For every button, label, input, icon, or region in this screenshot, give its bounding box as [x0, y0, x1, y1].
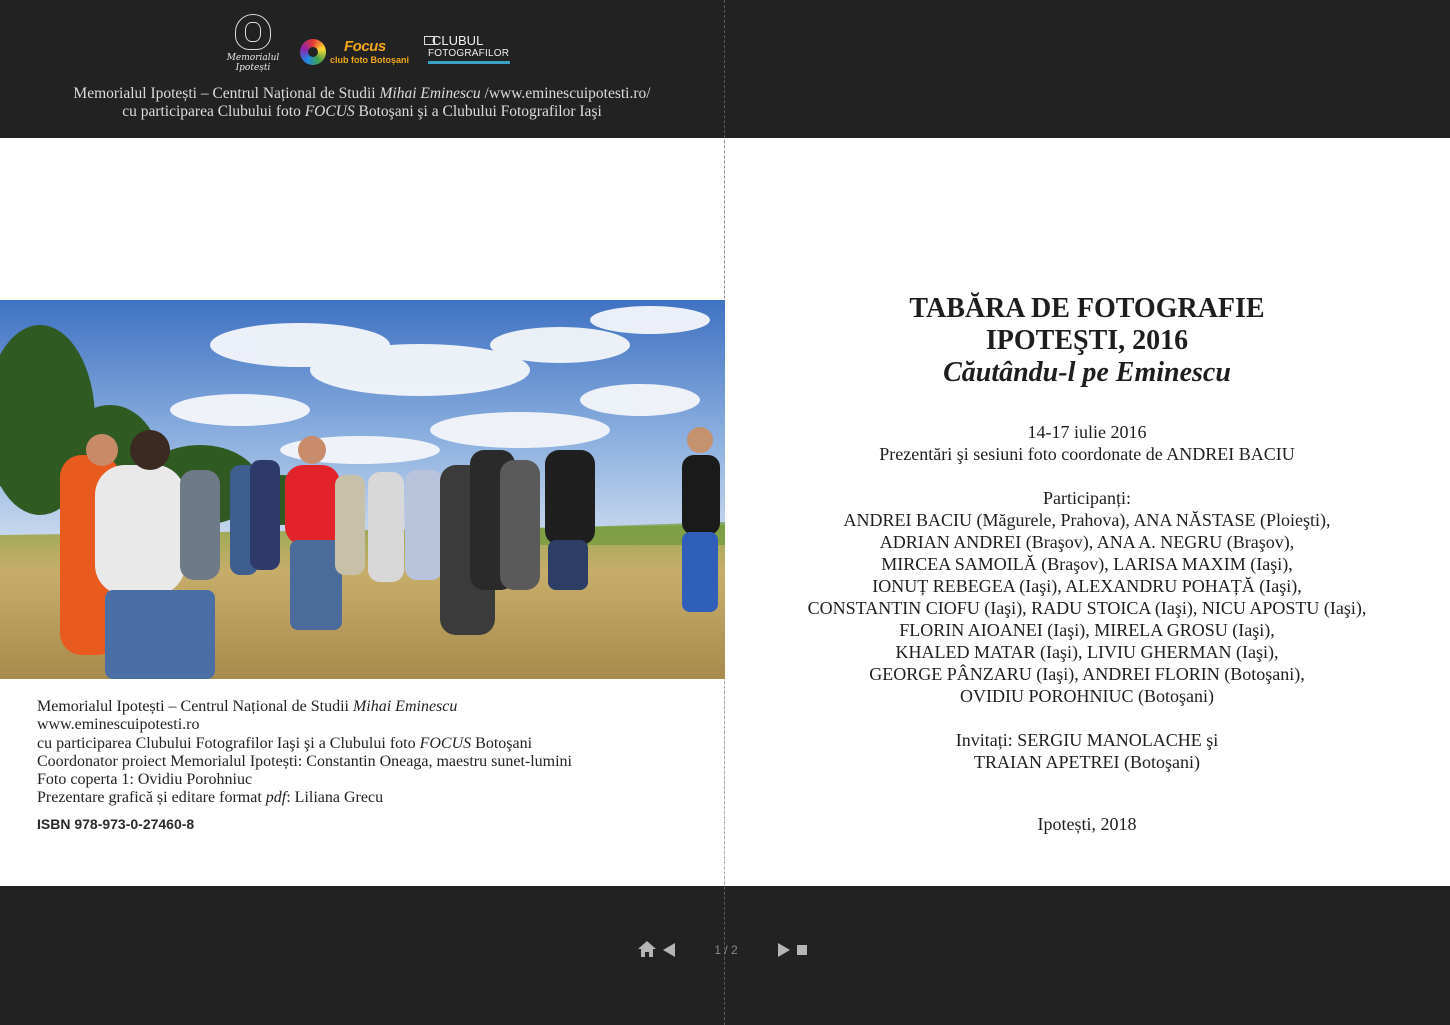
- memorial-logo-text: Memorialul Ipotești: [226, 53, 280, 73]
- header-line1-italic: Mihai Eminescu: [379, 85, 481, 102]
- participant-line: CONSTANTIN CIOFU (Iaşi), RADU STOICA (Iaşi), NICU APOSTU (Iaşi),: [807, 598, 1367, 618]
- club-logo-bar: [428, 61, 510, 64]
- focus-ring-icon: [300, 39, 326, 65]
- participant-line: ANDREI BACIU (Măgurele, Prahova), ANA NĂSTASE (Ploieşti),: [843, 510, 1331, 530]
- participant-line: OVIDIU POROHNIUC (Botoşani): [960, 686, 1214, 706]
- cover-photo: [0, 300, 725, 679]
- event-details: [726, 421, 1448, 773]
- header-line1-post: /www.eminescuipotesti.ro/: [480, 85, 651, 102]
- focus-logo-subtitle: club foto Botoșani: [330, 55, 409, 65]
- colophon-line-3: [37, 735, 717, 753]
- home-icon[interactable]: [637, 939, 657, 961]
- book-title: [726, 293, 1448, 357]
- club-logo-line1: CLUBUL: [432, 33, 484, 48]
- title-line-2: IPOTEŞTI, 2016: [985, 325, 1189, 356]
- memorial-emblem-icon: [235, 14, 271, 50]
- participant-line: ADRIAN ANDREI (Braşov), ANA A. NEGRU (Braşov),: [879, 532, 1295, 552]
- colophon-l6-pre: Prezentare grafică și editare format: [37, 789, 266, 807]
- guests-line-2: TRAIAN APETREI (Botoşani): [974, 752, 1200, 772]
- cover-photo-illustration: [0, 300, 725, 679]
- club-logo-line2: FOTOGRAFILOR: [428, 48, 510, 59]
- place-and-year: Ipotești, 2018: [1037, 814, 1137, 834]
- prev-page-icon[interactable]: [661, 939, 677, 961]
- header-line2-post: Botoşani şi a Clubului Fotografilor Iaşi: [354, 103, 602, 120]
- prev-icon-svg: [661, 939, 677, 959]
- participants-label: Participanți:: [1043, 488, 1131, 508]
- participant-line: FLORIN AIOANEI (Iaşi), MIRELA GROSU (Iaşi),: [899, 620, 1275, 640]
- header-line2-pre: cu participarea Clubului foto: [122, 103, 305, 120]
- colophon-cover-photo-credit: Foto coperta 1: Ovidiu Porohniuc: [37, 771, 253, 789]
- colophon-l3-post: Botoşani: [471, 734, 533, 752]
- colophon-line-1: [37, 698, 717, 716]
- club-fotografilor-logo: [424, 34, 514, 78]
- header-line1-pre: Memorialul Ipotești – Centrul Național de Studii: [73, 85, 380, 102]
- home-icon-svg: [637, 939, 657, 959]
- spacer: [726, 707, 1448, 729]
- event-dates: 14-17 iulie 2016: [1027, 422, 1147, 442]
- header-line2-italic: FOCUS: [304, 103, 355, 120]
- header-line-2: [0, 102, 724, 122]
- spacer: [726, 465, 1448, 487]
- next-icon-svg: [776, 939, 792, 959]
- colophon-line-6: [37, 789, 717, 807]
- colophon-l3-pre: cu participarea Clubului Fotografilor Iaşi şi a Clubului foto: [37, 734, 420, 752]
- last-page-icon[interactable]: [795, 939, 809, 961]
- page-indicator: 1 / 2: [714, 943, 738, 957]
- colophon-coordinator: Coordonator proiect Memorialul Ipotești: Constantin Oneaga, maestru sunet-lumini: [37, 752, 572, 770]
- colophon-l1-italic: Mihai Eminescu: [352, 698, 458, 715]
- header-line-1: [0, 84, 724, 104]
- end-icon-svg: [795, 939, 809, 959]
- isbn: ISBN 978-973-0-27460-8: [37, 816, 195, 832]
- header-logos: [220, 14, 520, 80]
- colophon: [37, 698, 717, 808]
- colophon-l3-italic: FOCUS: [419, 734, 472, 752]
- colophon-l1-pre: Memorialul Ipotești – Centrul Național de Studii: [37, 698, 353, 715]
- guests-line-1: Invitați: SERGIU MANOLACHE şi: [955, 730, 1219, 750]
- participant-line: IONUȚ REBEGEA (Iaşi), ALEXANDRU POHAȚĂ (Iaşi),: [872, 576, 1302, 596]
- colophon-l6-italic: pdf: [265, 789, 287, 807]
- book-subtitle: Căutându-l pe Eminescu: [943, 357, 1231, 388]
- participant-line: MIRCEA SAMOILĂ (Braşov), LARISA MAXIM (Iaşi),: [881, 554, 1293, 574]
- participant-line: KHALED MATAR (Iaşi), LIVIU GHERMAN (Iaşi),: [895, 642, 1279, 662]
- participant-line: GEORGE PÂNZARU (Iaşi), ANDREI FLORIN (Botoşani),: [869, 664, 1305, 684]
- event-sessions: Prezentări şi sesiuni foto coordonate de ANDREI BACIU: [879, 444, 1295, 464]
- memorial-logo: [224, 14, 282, 80]
- colophon-website: www.eminescuipotesti.ro: [37, 716, 200, 734]
- colophon-l6-post: : Liliana Grecu: [286, 789, 384, 807]
- title-line-1: TABĂRA DE FOTOGRAFIE: [909, 293, 1265, 324]
- focus-logo-word: Focus: [344, 38, 386, 55]
- next-page-icon[interactable]: [776, 939, 792, 961]
